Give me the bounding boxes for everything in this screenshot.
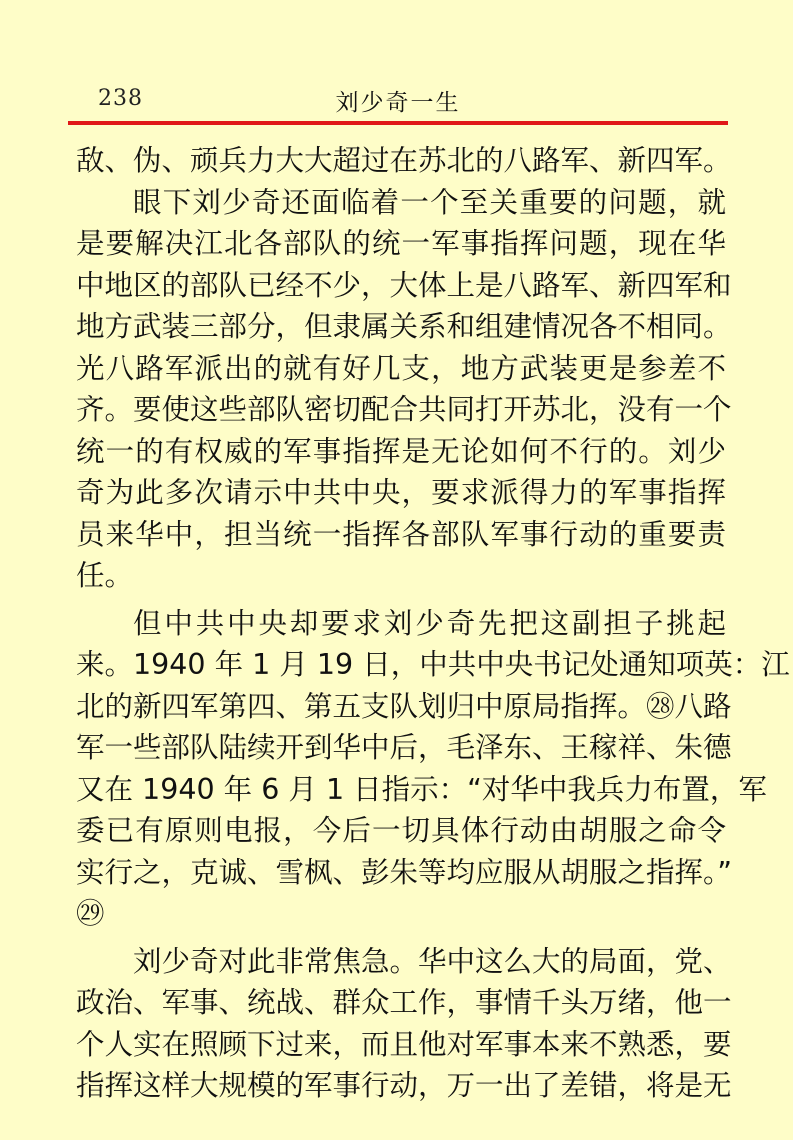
body-text — [76, 140, 790, 1107]
text-line: 刘少奇对此非常焦急。华中这么大的局面，党、 — [133, 944, 732, 978]
page-header — [68, 84, 728, 120]
book-title: 刘少奇一生 — [335, 90, 461, 116]
text-line: 但中共中央却要求刘少奇先把这副担子挑起 — [133, 606, 726, 640]
footnote-marker-line: ㉙ — [76, 897, 105, 930]
text-line: 北的新四军第四、第五支队划归中原局指挥。㉘八路 — [76, 689, 732, 723]
text-line: 实行之，克诚、雪枫、彭朱等均应服从胡服之指挥。” — [76, 855, 733, 889]
page-number: 238 — [98, 86, 143, 111]
text-line: 敌、伪、顽兵力大大超过在苏北的八路军、新四军。 — [76, 144, 732, 177]
text-line: 地方武装三部分，但隶属关系和组建情况各不相同。 — [76, 310, 732, 343]
text-line: 来。1940 年 1 月 19 日，中共中央书记处通知项英：江 — [76, 648, 790, 681]
header-rule — [68, 121, 728, 125]
text-line: 光八路军派出的就有好几支，地方武装更是参差不 — [76, 351, 726, 385]
text-line: 统一的有权威的军事指挥是无论如何不行的。刘少 — [76, 434, 726, 468]
text-line: 政治、军事、统战、群众工作，事情千头万绪，他一 — [76, 986, 732, 1019]
text-line: 齐。要使这些部队密切配合共同打开苏北，没有一个 — [76, 393, 732, 426]
text-line: 指挥这样大规模的军事行动，万一出了差错，将是无 — [76, 1069, 732, 1102]
text-line: 中地区的部队已经不少，大体上是八路军、新四军和 — [76, 268, 732, 302]
text-line: 又在 1940 年 6 月 1 日指示：“对华中我兵力布置，军 — [76, 772, 767, 806]
text-line: 眼下刘少奇还面临着一个至关重要的问题，就 — [133, 185, 726, 219]
text-line: 奇为此多次请示中共中央，要求派得力的军事指挥 — [76, 476, 726, 509]
text-line: 员来华中，担当统一指挥各部队军事行动的重要责 — [76, 517, 726, 551]
text-line: 是要解决江北各部队的统一军事指挥问题，现在华 — [76, 227, 726, 260]
text-line: 任。 — [76, 559, 134, 592]
text-line: 个人实在照顾下过来，而且他对军事本来不熟悉，要 — [76, 1027, 732, 1061]
text-line: 军一些部队陆续开到华中后，毛泽东、王稼祥、朱德 — [76, 731, 732, 764]
text-line: 委已有原则电报，今后一切具体行动由胡服之命令 — [76, 814, 726, 847]
